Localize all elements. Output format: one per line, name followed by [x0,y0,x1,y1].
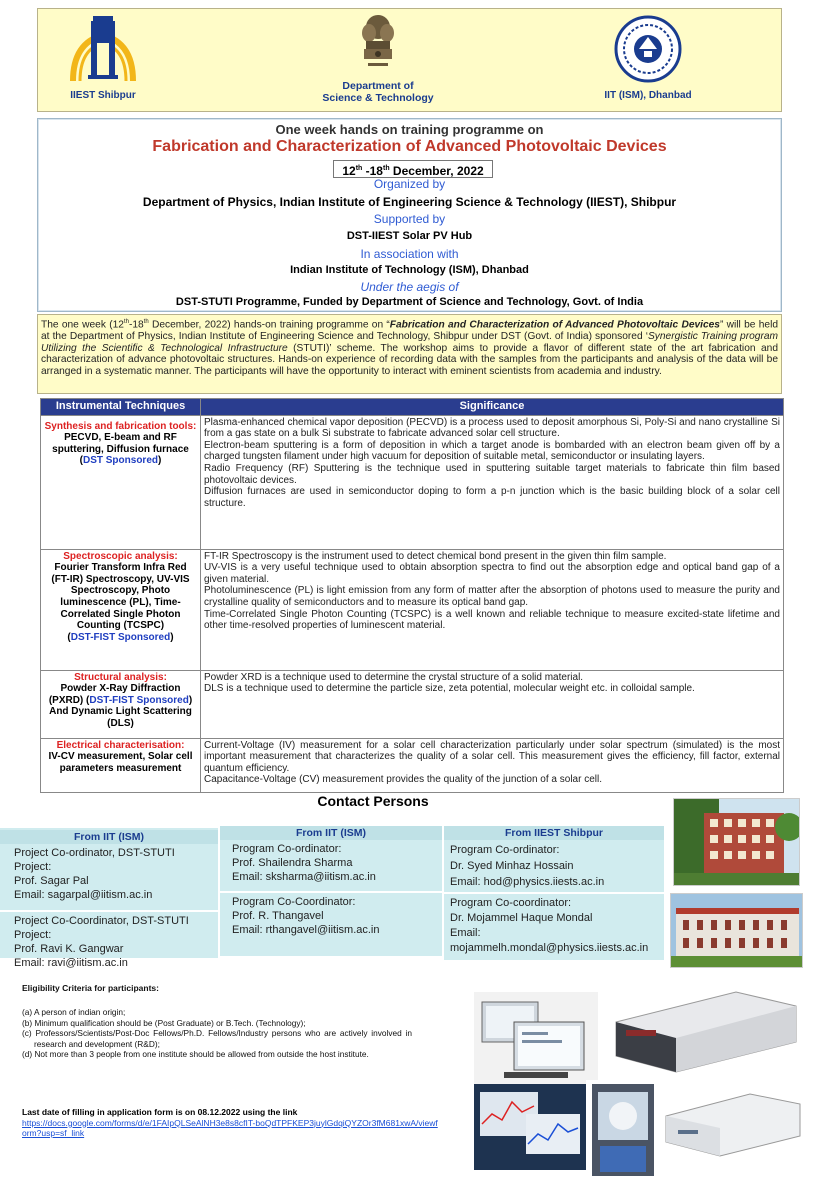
contact-column-iit-ism-project: From IIT (ISM) Project Co-ordinator, DST-STUTI Project: Prof. Sagar Pal Email: sagarpal@iitism.ac.in Project Co-Coordinator, DST-STUTI Project: Prof. Ravi K. Gangwar Email: ravi@iitism.ac.in [0,828,218,958]
iiest-logo [58,13,148,101]
list-item: (a) A person of indian origin; [22,1007,126,1018]
contact-email[interactable]: mojammelh.mondal@physics.iiests.ac.in [450,942,649,954]
application-form-link[interactable]: https://docs.google.com/forms/d/e/1FAIpQLSeAlNH3e8s8cfIT-boQdTPFKEP3juylGdqiQYZOr3fM681xwA/viewform?usp=sf_link [22,1117,438,1138]
programme-title: Fabrication and Characterization of Advanced Photovoltaic Devices [152,138,667,155]
association-label: In association with [360,247,459,261]
campus-building-photo [673,798,800,886]
contact-email[interactable]: Email: rthangavel@iitism.ac.in [232,924,380,936]
last-date-text: Last date of filling in application form is on 08.12.2022 using the link [22,1107,298,1117]
table-row: Structural analysis: Powder X-Ray Diffraction (PXRD) (DST-FIST Sponsored) And Dynamic Light Scattering (DLS) Powder XRD is a technique used to determine the crystal structure of a solid material. DLS is a technique used to determine the particle size, zeta potential, molecular weight etc. in colloidal sample. [41,670,784,738]
category-label: Electrical characterisation: [56,739,185,751]
dst-logo-label-2: Science & Technology [322,92,434,104]
intro-paragraph: The one week (12th-18th December, 2022) hands-on training programme on “Fabrication and Characterization of Advanced Photovoltaic Devices” will be held at the Department of Physics, Indian Institute of Engineering Science and Technology, Shibpur under DST (Govt. of India) sponsored ‘Synergistic Training program Utilizing the Scientific & Technological Infrastructure (STUTI)’ scheme. The workshop aims to provide a flavor of different state of the art fabrication and characterization of advance photovoltaic structures. Hands-on experience of recording data with the samples from the participants and analysis of the data will be arranged in a systematic manner. The participants will have the opportunity to interact with eminent scientists from academia and industry. [37,314,782,394]
uv-vis-instrument-photo [660,1088,805,1158]
table-row [41,738,784,792]
organizer-name: Department of Physics, Indian Institute of Engineering Science & Technology (IIEST), Shibpur [142,195,677,209]
significance-text: Powder XRD is a technique used to determine the crystal structure of a solid material. [204,671,584,683]
organized-by-label: Organized by [373,177,446,191]
list-item: (b) Minimum qualification should be (Post Graduate) or B.Tech. (Technology); [22,1017,306,1028]
significance-text: Diffusion furnaces are used in semiconductor doping to form a p-n junction which is the basic building block of a solar cell structure. [204,486,780,509]
contact-email[interactable]: Email: sagarpal@iitism.ac.in [14,889,153,901]
table-row: Synthesis and fabrication tools: PECVD, E-beam and RF sputtering, Diffusion furnace (DST Sponsored) Plasma-enhanced chemical vapor deposition (PECVD) is a process used to deposit amorphous Si, Poly-Si and nano crystalline Si from a gas state on a bulk Si substrate to fabricate advanced solar cell structure. Electron-beam sputtering is a form of deposition in which a target anode is bombarded with an electron beam given off by a charged tungsten filament under high vacuum for deposition of suitable metal, semiconductor or insulating layers. Radio Frequency (RF) Sputtering is the technique used in sputtering suitable target materials to fabricate thin film based photovoltaic devices. Diffusion furnaces are used in semiconductor doping to form a p-n junction which is the basic building block of a solar cell structure. [41,415,784,549]
sponsor-label: DST-FIST Sponsored [89,694,189,706]
technique-list: IV-CV measurement, Solar cell parameters measurement [48,751,193,774]
category-label: Structural analysis: [74,671,167,683]
list-item: (c) Professors/Scientists/Post-Doc Fellows/Ph.D. Fellows/Industry persons who are actively involved in research and development (R&D); [22,1028,412,1049]
contact-name: Dr. Mojammel Haque Mondal [450,912,593,924]
techniques-table [40,398,784,793]
computer-workstation-photo [474,992,598,1084]
xrd-instrument-photo [586,1080,660,1180]
eligibility-heading: Eligibility Criteria for participants: [22,983,159,993]
significance-text: DLS is a technique used to determine the particle size, zeta potential, molecular weight etc. in colloidal sample. [204,683,695,695]
contact-persons-heading: Contact Persons [317,793,429,809]
significance-text: FT-IR Spectroscopy is the instrument used to detect chemical bond present in the given thin film sample. [204,550,667,562]
sponsor-label: DST-FIST Sponsored [70,631,171,643]
significance-text: Electron-beam sputtering is a form of deposition in which a target anode is bombarded with an electron beam given off by a charged tungsten filament under high vacuum for deposition of suitable metal, semiconductor or insulating layers. [204,439,780,463]
significance-text: Capacitance-Voltage (CV) measurement provides the quality of the junction of a solar cell. [204,774,602,786]
column-header-techniques: Instrumental Techniques [41,399,201,416]
technique-list: Powder X-Ray Diffraction (PXRD) [48,683,181,706]
eligibility-criteria [22,983,412,1059]
national-emblem-icon [358,11,398,75]
programme-dates: 12th -18th December, 2022 [333,160,493,178]
contact-email[interactable]: Email: ravi@iitism.ac.in [14,957,128,969]
significance-text: UV-VIS is a very useful technique used to obtain absorption spectra to find out the absorption edge and optical band gap of a given material. [204,562,780,585]
associate-name: Indian Institute of Technology (ISM), Dhanbad [290,264,529,276]
significance-text: Current-Voltage (IV) measurement for a solar cell characterization particularly under solar spectrum (simulated) is the most important measurement that characterizes the quality of a solar cell. This measurement gives the efficiency, fill factor, external quantum efficiency. [204,739,780,774]
contact-email[interactable]: Email: hod@physics.iiests.ac.in [450,876,605,888]
contact-name: Dr. Syed Minhaz Hossain [450,860,574,872]
institute-building-photo [670,893,803,968]
table-row: Spectroscopic analysis: Fourier Transform Infra Red (FT-IR) Spectroscopy, UV-VIS Spectroscopy, Photo luminescence (PL), Time-Correlated Single Photon Counting (TCSPC) (DST-FIST Sponsored) FT-IR Spectroscopy is the instrument used to detect chemical bond present in the given thin film sample. UV-VIS is a very useful technique used to obtain absorption spectra to find out the absorption edge and optical band gap of a given material. Photoluminescence (PL) is light emission from any form of matter after the absorption of photons used to measure the purity and crystalline quality of semiconductors and to measure its optical band gap. Time-Correlated Single Photon Counting (TCSPC) is a well known and reliable technique to measure excited-state lifetime and other time-resolved properties of luminescent material. [41,549,784,670]
iit-ism-seal-icon [613,13,683,85]
significance-text: Radio Frequency (RF) Sputtering is the technique used in sputtering suitable target materials to fabricate thin film based photovoltaic devices. [204,462,780,486]
ism-logo-label: IIT (ISM), Dhanbad [604,90,692,101]
contact-column-header: From IIT (ISM) [220,826,442,840]
contact-name: Prof. Shailendra Sharma [232,857,353,869]
programme-title-box [37,118,782,312]
contact-column-iiest: From IIEST Shibpur Program Co-ordinator: Dr. Syed Minhaz Hossain Email: hod@physics.iiests.ac.in Program Co-coordinator: Dr. Mojammel Haque Mondal Email: mojammelh.mondal@physics.iiests.ac.in [444,826,664,960]
list-item: (d) Not more than 3 people from one institute should be allowed from outside the host institute. [22,1049,369,1060]
sponsor-label: DST Sponsored [82,455,158,467]
programme-subtitle: One week hands on training programme on [275,122,544,137]
contact-name: Prof. Sagar Pal [14,875,89,887]
supporter-name: DST-IIEST Solar PV Hub [346,230,473,242]
dst-logo-label-1: Department of [342,80,414,92]
contact-column-header: From IIT (ISM) [0,830,218,844]
technique-list: PECVD, E-beam and RF sputtering, Diffusion furnace [52,432,189,455]
software-display-photo [474,1084,586,1170]
significance-text: Photoluminescence (PL) is light emission from any form of matter after the absorption of photons used to measure the purity and crystalline quality of semiconductors and to measure its optical band gap. [204,585,780,608]
aegis-label: Under the aegis of [360,280,459,294]
significance-text: Plasma-enhanced chemical vapor deposition (PECVD) is a process used to deposit amorphous Si, Poly-Si and nano crystalline Si from a gas state on a bulk Si substrate to fabricate advanced solar cell structure. [204,416,780,440]
contact-name: Prof. R. Thangavel [232,910,324,922]
contact-column-header: From IIEST Shibpur [444,826,664,840]
ism-logo [588,13,708,101]
contact-name: Prof. Ravi K. Gangwar [14,943,124,955]
category-label: Synthesis and fabrication tools: [44,420,197,432]
contact-column-iit-ism-program: From IIT (ISM) Program Co-ordinator: Prof. Shailendra Sharma Email: sksharma@iitism.ac.in Program Co-Coordinator: Prof. R. Thangavel Email: rthangavel@iitism.ac.in [220,826,442,956]
header-banner [37,8,782,112]
technique-list: Fourier Transform Infra Red (FT-IR) Spectroscopy, UV-VIS Spectroscopy, Photo luminescence (PL), Time-Correlated Single Photon Counting (TCSPC) [51,562,190,632]
column-header-significance: Significance [201,399,784,416]
significance-text: Time-Correlated Single Photon Counting (TCSPC) is a well known and reliable technique to measure excited-state lifetime and other time-resolved properties of luminescent material. [204,608,780,632]
category-label: Spectroscopic analysis: [63,550,178,562]
dst-logo [308,11,448,104]
spectrometer-instrument-photo [606,982,802,1074]
iiest-logo-label: IIEST Shibpur [70,90,136,101]
application-deadline [22,1107,442,1139]
iiest-emblem-icon [58,13,148,85]
contact-email[interactable]: Email: sksharma@iitism.ac.in [232,871,376,883]
supported-by-label: Supported by [373,212,446,226]
aegis-org: DST-STUTI Programme, Funded by Department of Science and Technology, Govt. of India [175,296,644,308]
